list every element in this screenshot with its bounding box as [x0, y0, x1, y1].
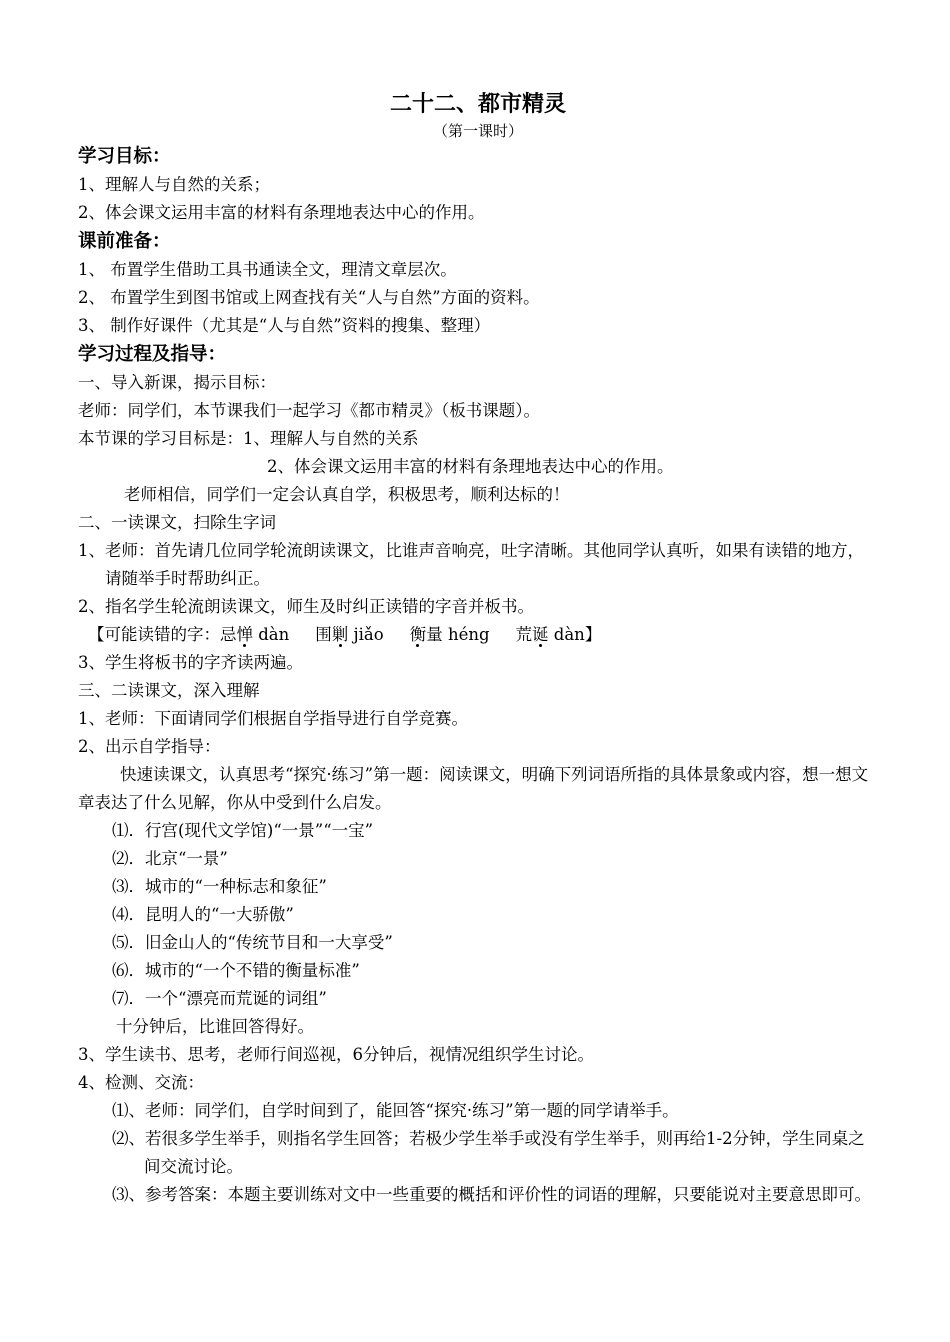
- document-page: [78, 90, 878, 1209]
- list-item: ⑹．城市的“一个不错的衡量标准”: [112, 961, 360, 980]
- misread-words: [78, 621, 878, 649]
- misread-char: 量: [426, 625, 443, 644]
- misread-pinyin: dàn: [548, 625, 585, 644]
- paragraph: 4、检测、交流：: [78, 1073, 204, 1092]
- misread-pinyin: dàn: [253, 625, 290, 644]
- misread-char: 惮: [236, 625, 253, 644]
- misread-char: 诞: [532, 625, 549, 644]
- paragraph: 老师相信，同学们一定会认真自学，积极思考，顺利达标的！: [124, 485, 570, 504]
- process-heading: 学习过程及指导：: [78, 344, 227, 365]
- misread-char: 围: [315, 625, 332, 644]
- list-item: ⑷．昆明人的“一大骄傲”: [112, 905, 294, 924]
- page-title: 二十二、都市精灵: [389, 92, 566, 117]
- goal-item: 2、体会课文运用丰富的材料有条理地表达中心的作用。: [78, 203, 485, 222]
- prep-heading: 课前准备：: [78, 231, 171, 252]
- goal-item: 1、理解人与自然的关系；: [78, 175, 270, 194]
- list-item: ⑴．行宫(现代文学馆)“一景”“一宝”: [112, 821, 374, 840]
- paragraph: ⑴、老师：同学们，自学时间到了，能回答“探究·练习”第一题的同学请举手。: [112, 1101, 679, 1120]
- list-item: ⑵．北京“一景”: [112, 849, 228, 868]
- paragraph: 1、老师：首先请几位同学轮流朗读课文，比谁声音响亮，吐字清晰。其他同学认真听，如果有读错的地方，请随举手时帮助纠正。: [78, 541, 864, 588]
- misread-pinyin: jiǎo: [348, 625, 384, 644]
- paragraph: 3、学生将板书的字齐读两遍。: [78, 653, 303, 672]
- misread-char: 剿: [331, 625, 349, 644]
- list-item: ⑺．一个“漂亮而荒诞的词组”: [112, 989, 327, 1008]
- prep-item: 1、 布置学生借助工具书通读全文，理清文章层次。: [78, 260, 457, 279]
- list-item: ⑶．城市的“一种标志和象征”: [112, 877, 327, 896]
- paragraph: ⑶、参考答案：本题主要训练对文中一些重要的概括和评价性的词语的理解，只要能说对主要意思即可。: [112, 1185, 871, 1204]
- paragraph: 2、体会课文运用丰富的材料有条理地表达中心的作用。: [267, 457, 674, 476]
- paragraph: 3、学生读书、思考，老师行间巡视，6分钟后，视情况组织学生讨论。: [78, 1045, 594, 1064]
- page-subtitle: （第一课时）: [432, 122, 523, 140]
- misread-close: 】: [584, 625, 602, 644]
- list-item: ⑸．旧金山人的“传统节目和一大享受”: [112, 933, 393, 952]
- prep-item: 3、 制作好课件（尤其是“人与自然”资料的搜集、整理）: [78, 316, 491, 335]
- misread-label: 【可能读错的字：: [88, 625, 220, 644]
- paragraph: 1、老师：下面请同学们根据自学指导进行自学竞赛。: [78, 709, 468, 728]
- paragraph: 本节课的学习目标是：1、理解人与自然的关系: [78, 429, 419, 448]
- paragraph: 十分钟后，比谁回答得好。: [116, 1017, 314, 1036]
- misread-char: 忌: [220, 625, 237, 644]
- paragraph: 老师：同学们，本节课我们一起学习《都市精灵》（板书课题）。: [78, 401, 540, 420]
- goals-heading: 学习目标：: [78, 146, 171, 167]
- paragraph: ⑵、若很多学生举手，则指名学生回答；若极少学生举手或没有学生举手，则再给1-2分钟，学生同桌之间交流讨论。: [112, 1129, 865, 1176]
- paragraph: 快速读课文，认真思考“探究·练习”第一题：阅读课文，明确下列词语所指的具体景象或内容，想一想文章表达了什么见解，你从中受到什么启发。: [78, 765, 869, 812]
- prep-item: 2、 布置学生到图书馆或上网查找有关“人与自然”方面的资料。: [78, 288, 540, 307]
- section-title: 二、一读课文，扫除生字词: [78, 513, 276, 532]
- misread-char: 荒: [515, 625, 533, 644]
- misread-char: 衡: [409, 625, 427, 644]
- section-title: 一、导入新课，揭示目标：: [78, 373, 276, 392]
- section-title: 三、二读课文，深入理解: [78, 681, 260, 700]
- misread-pinyin: héng: [442, 625, 490, 644]
- paragraph: 2、出示自学指导：: [78, 737, 221, 756]
- paragraph: 2、指名学生轮流朗读课文，师生及时纠正读错的字音并板书。: [78, 597, 534, 616]
